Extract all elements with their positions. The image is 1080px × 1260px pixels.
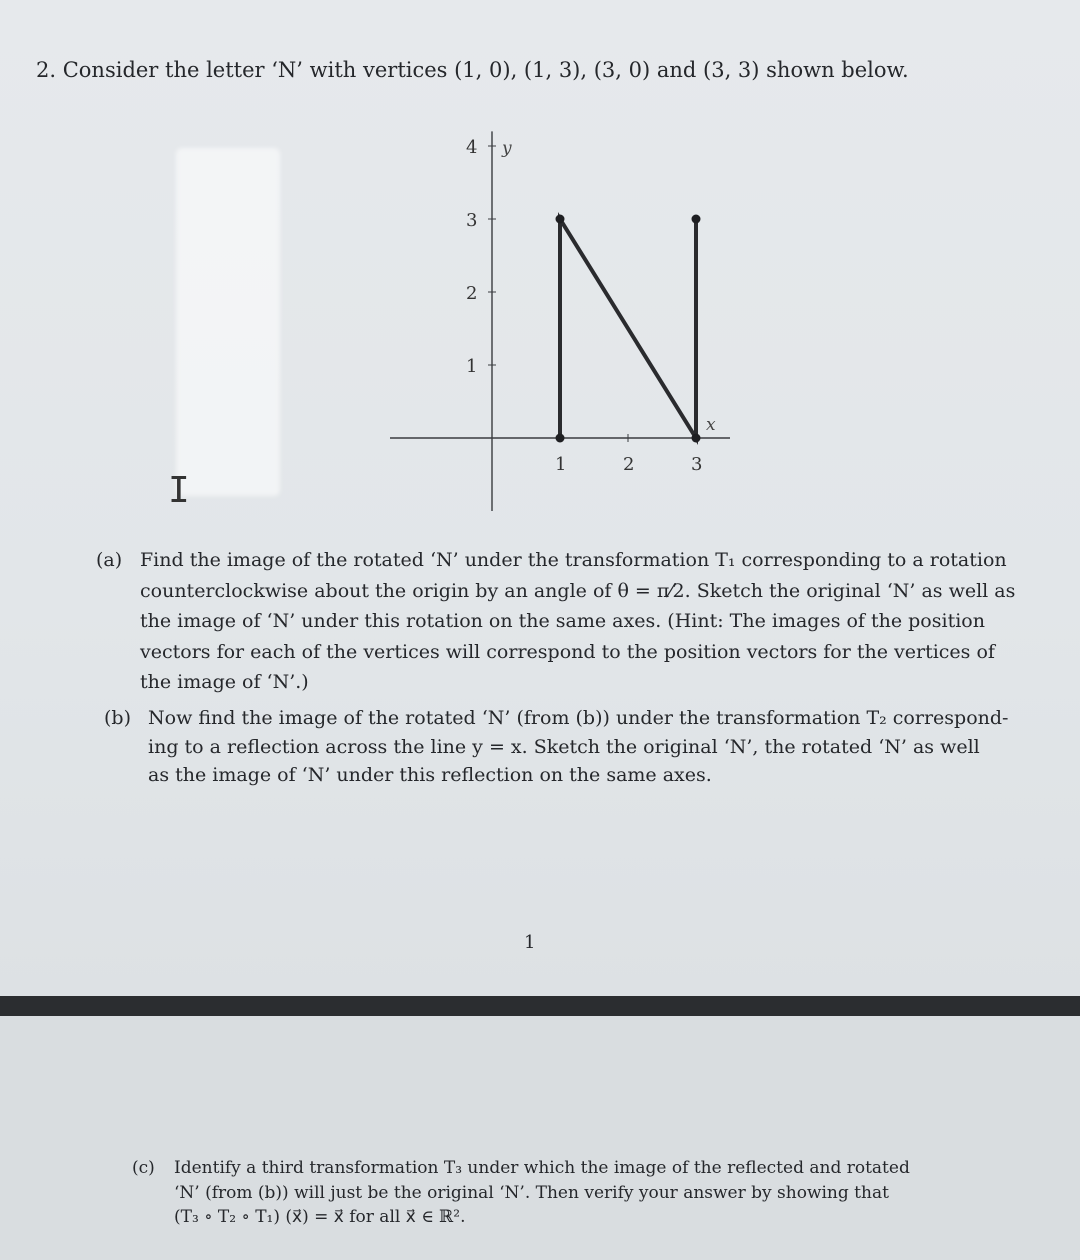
y-tick-label-2: 2 [466, 283, 478, 304]
part-a-line-1: Find the image of the rotated ‘N’ under the transformation T₁ corresponding to a rotation [140, 549, 1007, 571]
part-a-line-2: counterclockwise about the origin by an angle of θ = π⁄2. Sketch the original ‘N’ as well as [140, 579, 1016, 602]
part-c [132, 1156, 992, 1230]
part-c-label: (c) [132, 1158, 155, 1178]
vertex-point-3 [692, 434, 701, 443]
part-a-line-3: the image of ‘N’ under this rotation on the same axes. (Hint: The images of the position [140, 610, 985, 632]
ticks [466, 137, 702, 475]
part-b-line-3: as the image of ‘N’ under this reflection on the same axes. [148, 764, 712, 786]
part-c-line-3: (T₃ ∘ T₂ ∘ T₁) (x⃗) = x⃗ for all x⃗ ∈ ℝ². [174, 1207, 466, 1227]
part-a [96, 545, 1036, 698]
part-c-line-1: Identify a third transformation T₃ under which the image of the reflected and rotated [174, 1158, 910, 1178]
part-a-line-5: the image of ‘N’.) [140, 671, 309, 693]
part-b [104, 704, 1034, 790]
y-tick-label-4: 4 [466, 137, 478, 158]
x-tick-label-1: 1 [555, 454, 567, 475]
page-divider [0, 996, 1080, 1016]
n-letter-chart [380, 120, 740, 520]
part-a-line-4: vectors for each of the vertices will correspond to the position vectors for the vertices of [140, 640, 995, 663]
x-tick-label-2: 2 [623, 454, 635, 475]
vertex-point-4 [692, 215, 701, 224]
x-axis-label: x [706, 415, 716, 435]
part-b-label: (b) [104, 707, 131, 729]
question-heading: 2. Consider the letter ‘N’ with vertices (1, 0), (1, 3), (3, 0) and (3, 3) shown below. [36, 58, 909, 82]
vertex-point-1 [556, 434, 565, 443]
part-b-line-1: Now find the image of the rotated ‘N’ (from (b)) under the transformation T₂ correspond- [148, 707, 1009, 729]
screen-glare [176, 148, 280, 496]
part-b-line-2: ing to a reflection across the line y = x. Sketch the original ‘N’, the rotated ‘N’ as well [148, 735, 980, 758]
series-group [556, 215, 701, 443]
x-tick-label-3: 3 [691, 454, 703, 475]
page-number: 1 [524, 932, 536, 953]
vertex-point-2 [556, 215, 565, 224]
series-N-line [560, 219, 696, 438]
y-tick-label-1: 1 [466, 356, 478, 377]
text-cursor-icon: I [168, 470, 190, 511]
part-c-line-2: ‘N’ (from (b)) will just be the original ‘N’. Then verify your answer by showing that [174, 1182, 889, 1203]
y-axis-label: y [502, 138, 512, 159]
part-a-label: (a) [96, 549, 123, 571]
y-tick-label-3: 3 [466, 210, 478, 231]
